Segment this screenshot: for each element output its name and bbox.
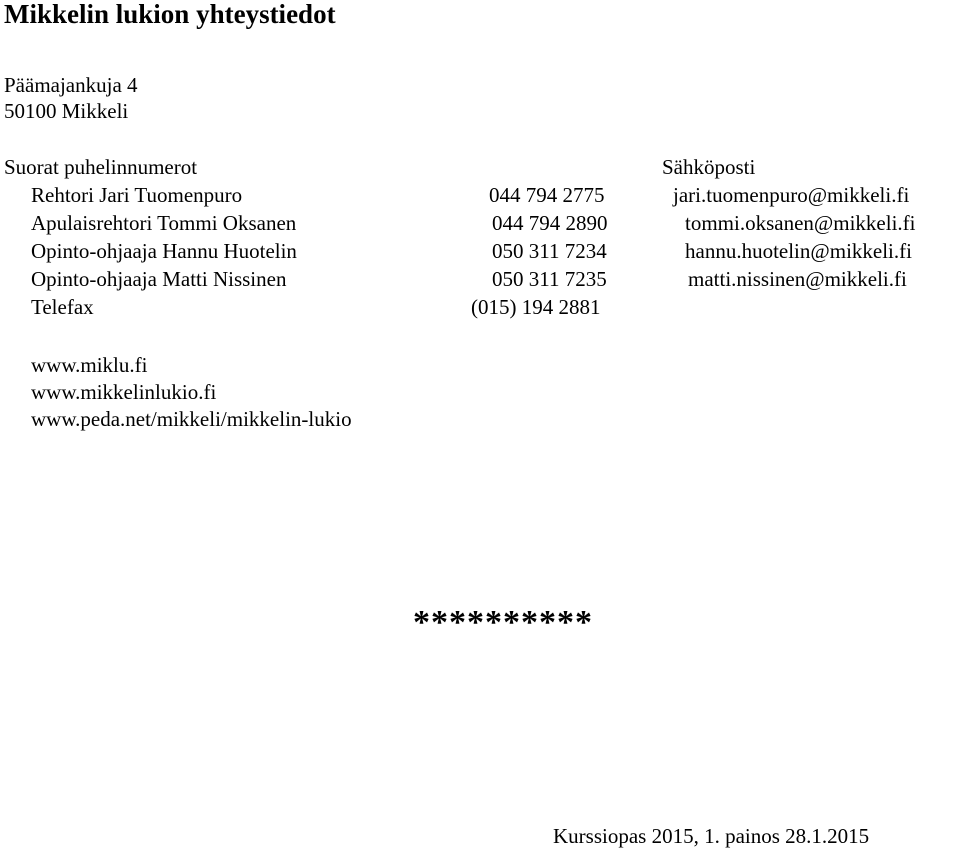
- contact-email: jari.tuomenpuro@mikkeli.fi: [673, 183, 910, 207]
- contact-phone: (015) 194 2881: [471, 295, 601, 319]
- contact-phone: 044 794 2890: [492, 211, 608, 235]
- website-link[interactable]: www.miklu.fi: [31, 353, 148, 377]
- address-street: Päämajankuja 4: [4, 73, 138, 97]
- contact-phone: 050 311 7234: [492, 239, 607, 263]
- contact-name: Telefax: [31, 295, 94, 319]
- contact-email: matti.nissinen@mikkeli.fi: [688, 267, 907, 291]
- contact-name: Apulaisrehtori Tommi Oksanen: [31, 211, 297, 235]
- website-link[interactable]: www.peda.net/mikkeli/mikkelin-lukio: [31, 407, 352, 431]
- contact-email: tommi.oksanen@mikkeli.fi: [685, 211, 916, 235]
- address-city: 50100 Mikkeli: [4, 99, 129, 123]
- contact-name: Rehtori Jari Tuomenpuro: [31, 183, 243, 207]
- contact-phone: 050 311 7235: [492, 267, 607, 291]
- contact-phone: 044 794 2775: [489, 183, 605, 207]
- phones-heading: Suorat puhelinnumerot: [4, 155, 198, 179]
- contact-name: Opinto-ohjaaja Matti Nissinen: [31, 267, 287, 291]
- website-link[interactable]: www.mikkelinlukio.fi: [31, 380, 217, 404]
- footer-text: Kurssiopas 2015, 1. painos 28.1.2015: [553, 824, 870, 848]
- contact-name: Opinto-ohjaaja Hannu Huotelin: [31, 239, 297, 263]
- page-title: Mikkelin lukion yhteystiedot: [4, 0, 336, 29]
- email-heading: Sähköposti: [662, 155, 756, 179]
- contact-email: hannu.huotelin@mikkeli.fi: [685, 239, 912, 263]
- separator: **********: [413, 604, 593, 641]
